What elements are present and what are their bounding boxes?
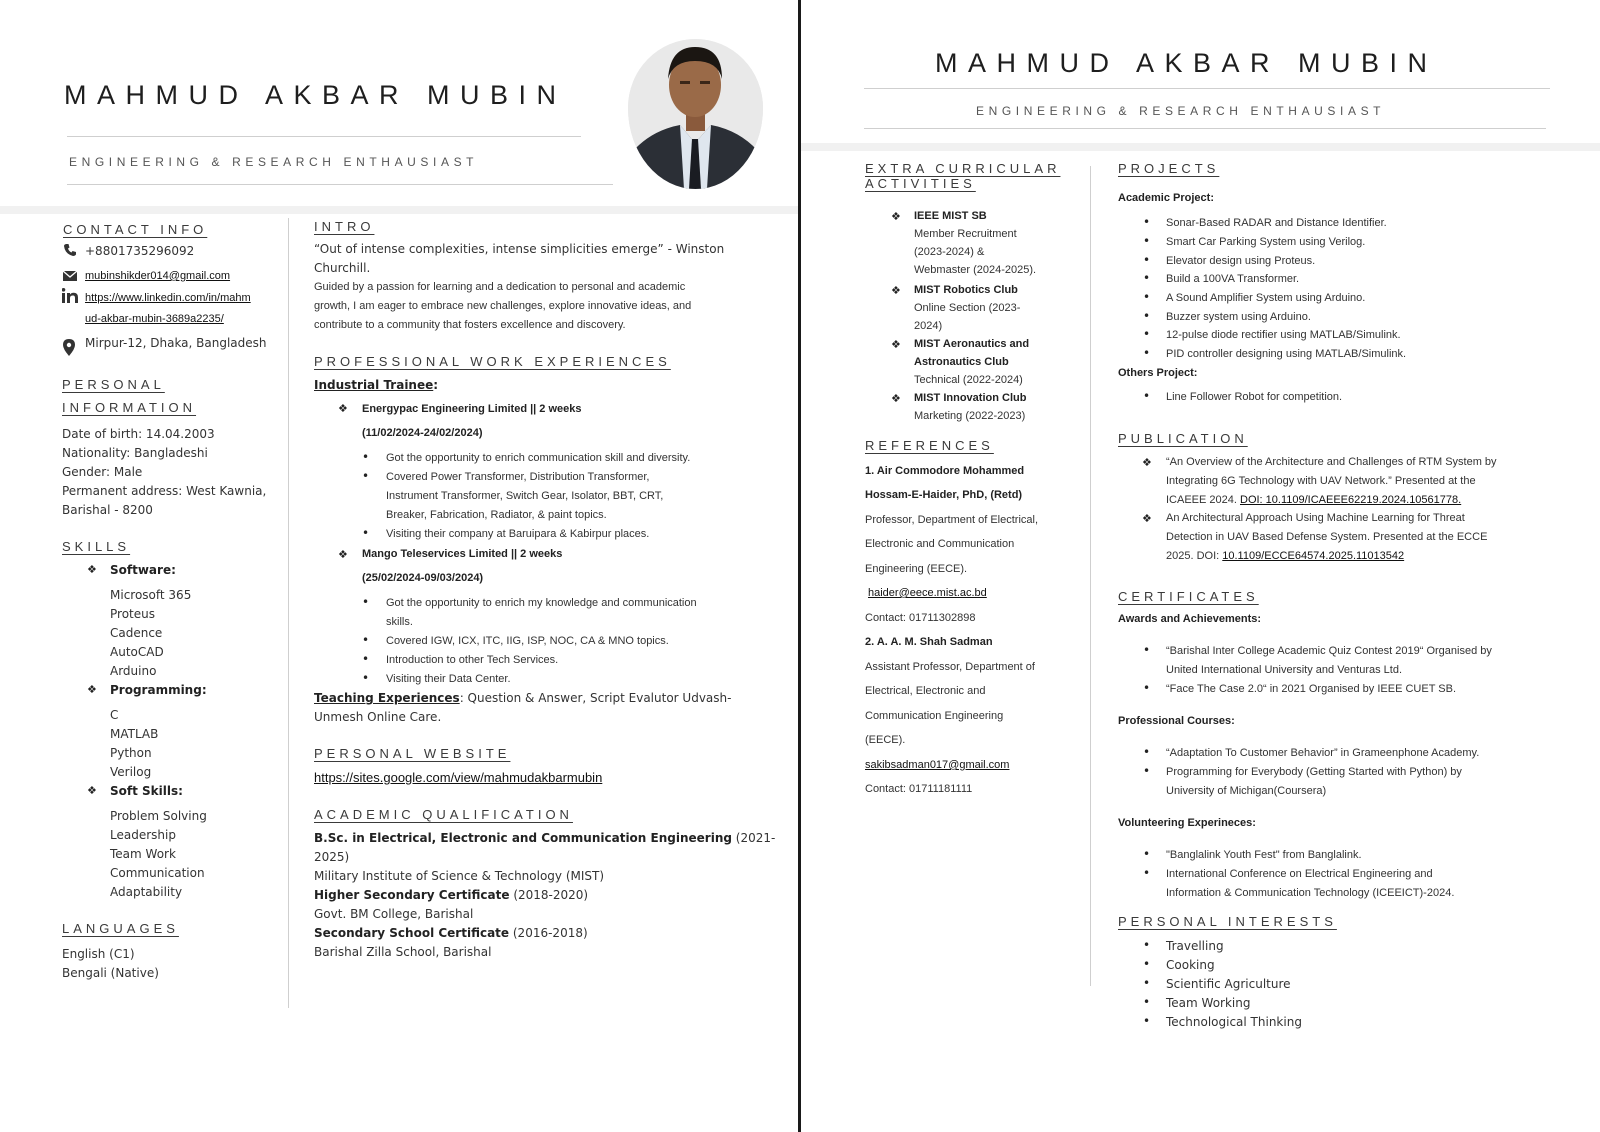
teaching-text: : Question & Answer, Script Evalutor Udvash- xyxy=(459,691,732,705)
interest-item: Scientific Agriculture xyxy=(1166,977,1291,991)
trainee-label-row xyxy=(314,376,438,395)
activity-detail: Webmaster (2024-2025). xyxy=(914,264,1037,276)
publication-line: Detection in UAV Based Defense System. Presented at the ECCE xyxy=(1166,531,1488,543)
job1-title: Energypac Engineering Limited || 2 weeks xyxy=(362,403,582,415)
diamond-bullet-icon: ❖ xyxy=(891,284,901,297)
intro-line: Guided by a passion for learning and a dedication to personal and academic xyxy=(314,281,686,293)
personal-heading-2: INFORMATION xyxy=(62,400,197,415)
ref2-name: 2. A. A. M. Shah Sadman xyxy=(865,636,993,648)
programming-label: Programming: xyxy=(110,683,207,697)
job2-bullet: Covered IGW, ICX, ITC, IIG, ISP, NOC, CA & MNO topics. xyxy=(386,635,669,647)
nationality: Nationality: Bangladeshi xyxy=(62,446,208,460)
divider xyxy=(67,136,581,137)
bullet-icon: • xyxy=(362,450,370,464)
award-item: “Face The Case 2.0“ in 2021 Organised by IEEE CUET SB. xyxy=(1166,683,1457,695)
language-item: English (C1) xyxy=(62,947,135,961)
diamond-bullet-icon: ❖ xyxy=(1142,456,1152,469)
bullet-icon: • xyxy=(1143,327,1151,341)
candidate-title: ENGINEERING & RESEARCH ENTHAUSIAST xyxy=(69,155,479,169)
bullet-icon: • xyxy=(1143,290,1151,304)
course-item: “Adaptation To Customer Behavior” in Grameenphone Academy. xyxy=(1166,747,1480,759)
ref1-detail: Engineering (EECE). xyxy=(865,563,968,575)
activity-title: MIST Robotics Club xyxy=(914,284,1018,296)
ref1-name: 1. Air Commodore Mohammed xyxy=(865,465,1025,477)
bullet-icon: • xyxy=(1143,346,1151,360)
email-icon xyxy=(63,271,77,281)
bullet-icon: • xyxy=(362,595,370,609)
phone-icon xyxy=(63,243,77,257)
skill-item: Cadence xyxy=(110,626,163,640)
bullet-icon: • xyxy=(1143,643,1151,657)
language-item: Bengali (Native) xyxy=(62,966,159,980)
ref1-name-continued: Hossam-E-Haider, PhD, (Retd) xyxy=(865,489,1023,501)
skill-item: AutoCAD xyxy=(110,645,164,659)
linkedin-icon xyxy=(62,288,78,303)
resume-page-1 xyxy=(0,0,798,1132)
location-pin-icon xyxy=(63,339,75,356)
publication-doi-row xyxy=(1166,491,1461,510)
volunteering-label: Volunteering Experineces: xyxy=(1118,817,1256,829)
extra-heading: EXTRA CURRICULAR xyxy=(865,161,1061,176)
soft-skills-label: Soft Skills: xyxy=(110,784,183,798)
diamond-bullet-icon: ❖ xyxy=(338,548,348,561)
ref1-contact: Contact: 01711302898 xyxy=(865,612,976,624)
diamond-bullet-icon: ❖ xyxy=(891,338,901,351)
ref2-contact: Contact: 01711181111 xyxy=(865,783,973,795)
candidate-name: MAHMUD AKBAR MUBIN xyxy=(935,48,1438,78)
bsc-title: B.Sc. in Electrical, Electronic and Communication Engineering xyxy=(314,831,732,845)
doi-link[interactable]: DOI: 10.1109/ICAEEE62219.2024.10561778. xyxy=(1240,494,1462,506)
job1-bullet: Got the opportunity to enrich communication skill and diversity. xyxy=(386,452,691,464)
bsc-institution: Military Institute of Science & Technology (MIST) xyxy=(314,869,605,883)
divider xyxy=(864,88,1550,89)
publication-line: “An Overview of the Architecture and Challenges of RTM System by xyxy=(1166,456,1497,468)
courses-label: Professional Courses: xyxy=(1118,715,1235,727)
publication-line: ICAEEE 2024. xyxy=(1166,494,1240,506)
header-band xyxy=(0,206,798,214)
column-divider xyxy=(288,218,289,1008)
interest-item: Cooking xyxy=(1166,958,1215,972)
diamond-bullet-icon: ❖ xyxy=(891,392,901,405)
languages-heading: LANGUAGES xyxy=(62,921,179,936)
interest-item: Technological Thinking xyxy=(1166,1015,1302,1029)
candidate-name: MAHMUD AKBAR MUBIN xyxy=(64,80,567,110)
references-heading: REFERENCES xyxy=(865,438,994,453)
publication-heading: PUBLICATION xyxy=(1118,431,1248,446)
bullet-icon: • xyxy=(362,633,370,647)
software-label: Software: xyxy=(110,563,176,577)
job1-bullet-continued: Instrument Transformer, Switch Gear, Isolator, BBT, CRT, xyxy=(386,490,664,502)
date-of-birth: Date of birth: 14.04.2003 xyxy=(62,427,215,441)
job2-bullet: Visiting their Data Center. xyxy=(386,673,511,685)
interest-item: Travelling xyxy=(1166,939,1224,953)
bullet-icon: • xyxy=(1143,764,1151,778)
teaching-text-continued: Unmesh Online Care. xyxy=(314,710,442,724)
course-item-continued: University of Michigan(Coursera) xyxy=(1166,785,1327,797)
certificates-heading: CERTIFICATES xyxy=(1118,589,1259,604)
interests-heading: PERSONAL INTERESTS xyxy=(1118,914,1337,929)
course-item: Programming for Everybody (Getting Started with Python) by xyxy=(1166,766,1462,778)
activity-detail: Online Section (2023- xyxy=(914,302,1021,314)
others-project-label: Others Project: xyxy=(1118,367,1198,379)
intro-line: Churchill. xyxy=(314,261,371,275)
skill-item: C xyxy=(110,708,119,722)
awards-label: Awards and Achievements: xyxy=(1118,613,1262,625)
bullet-icon: • xyxy=(362,469,370,483)
hsc-title: Higher Secondary Certificate xyxy=(314,888,510,902)
permanent-address: Permanent address: West Kawnia, xyxy=(62,484,267,498)
bsc-years-continued: 2025) xyxy=(314,850,350,864)
bullet-icon: • xyxy=(1143,253,1151,267)
teaching-label: Teaching Experiences xyxy=(314,691,460,705)
diamond-bullet-icon: ❖ xyxy=(338,402,348,415)
award-item-continued: United International University and Venturas Ltd. xyxy=(1166,664,1403,676)
publication-line: An Architectural Approach Using Machine Learning for Threat xyxy=(1166,512,1465,524)
ref1-detail: Electronic and Communication xyxy=(865,538,1015,550)
projects-heading: PROJECTS xyxy=(1118,161,1220,176)
ref2-detail: (EECE). xyxy=(865,734,906,746)
skill-item: Problem Solving xyxy=(110,809,207,823)
award-item: “Barishal Inter College Academic Quiz Contest 2019“ Organised by xyxy=(1166,645,1492,657)
website-link[interactable]: https://sites.google.com/view/mahmudakbarmubin xyxy=(314,770,603,785)
diamond-bullet-icon: ❖ xyxy=(891,210,901,223)
hsc-institution: Govt. BM College, Barishal xyxy=(314,907,474,921)
project-item: A Sound Amplifier System using Arduino. xyxy=(1166,292,1366,304)
academic-project-label: Academic Project: xyxy=(1118,192,1214,204)
skill-item: Python xyxy=(110,746,152,760)
job2-bullet-continued: skills. xyxy=(386,616,413,628)
job2-bullet: Got the opportunity to enrich my knowledge and communication xyxy=(386,597,697,609)
job2-title: Mango Teleservices Limited || 2 weeks xyxy=(362,548,563,560)
job1-dates: (11/02/2024-24/02/2024) xyxy=(362,427,483,439)
candidate-title: ENGINEERING & RESEARCH ENTHAUSIAST xyxy=(976,104,1386,118)
bullet-icon: • xyxy=(1143,957,1151,971)
ref2-detail: Assistant Professor, Department of xyxy=(865,661,1035,673)
diamond-bullet-icon: ❖ xyxy=(87,683,97,696)
skill-item: Arduino xyxy=(110,664,157,678)
ssc-title: Secondary School Certificate xyxy=(314,926,510,940)
skill-item: Verilog xyxy=(110,765,152,779)
bullet-icon: • xyxy=(362,652,370,666)
interest-item: Team Working xyxy=(1166,996,1251,1010)
activity-title: MIST Innovation Club xyxy=(914,392,1027,404)
bsc-row xyxy=(314,829,775,848)
bullet-icon: • xyxy=(362,526,370,540)
gender: Gender: Male xyxy=(62,465,143,479)
bullet-icon: • xyxy=(1143,745,1151,759)
profile-photo xyxy=(628,39,763,189)
ref2-detail: Communication Engineering xyxy=(865,710,1004,722)
activity-detail: Marketing (2022-2023) xyxy=(914,410,1026,422)
linkedin-link-continued[interactable]: ud-akbar-mubin-3689a2235/ xyxy=(85,313,224,325)
personal-heading: PERSONAL xyxy=(62,377,165,392)
diamond-bullet-icon: ❖ xyxy=(1142,512,1152,525)
activity-detail: Technical (2022-2024) xyxy=(914,374,1023,386)
project-item: Elevator design using Proteus. xyxy=(1166,255,1316,267)
volunteering-item: International Conference on Electrical Engineering and xyxy=(1166,868,1433,880)
bullet-icon: • xyxy=(1143,215,1151,229)
bullet-icon: • xyxy=(1143,309,1151,323)
ssc-institution: Barishal Zilla School, Barishal xyxy=(314,945,492,959)
bsc-years: (2021- xyxy=(731,831,776,845)
resume-page-2 xyxy=(801,0,1600,1132)
project-item: Sonar-Based RADAR and Distance Identifier. xyxy=(1166,217,1387,229)
bullet-icon: • xyxy=(1143,1014,1151,1028)
ref2-detail: Electrical, Electronic and xyxy=(865,685,986,697)
volunteering-item-continued: Information & Communication Technology (ICEEICT)-2024. xyxy=(1166,887,1455,899)
bullet-icon: • xyxy=(1143,847,1151,861)
volunteering-item: "Banglalink Youth Fest" from Banglalink. xyxy=(1166,849,1362,861)
work-heading: PROFESSIONAL WORK EXPERIENCES xyxy=(314,354,671,369)
bullet-icon: • xyxy=(1143,271,1151,285)
website-heading: PERSONAL WEBSITE xyxy=(314,746,511,761)
email-link[interactable]: mubinshikder014@gmail.com xyxy=(85,270,231,282)
project-item: Line Follower Robot for competition. xyxy=(1166,391,1343,403)
activity-title: IEEE MIST SB xyxy=(914,210,987,222)
publication-doi-row xyxy=(1166,547,1404,566)
skill-item: Team Work xyxy=(110,847,176,861)
ref2-email-link[interactable]: sakibsadman017@gmail.com xyxy=(865,759,1010,771)
job1-bullet-continued: Breaker, Fabrication, Radiator, & paint topics. xyxy=(386,509,607,521)
publication-line: 2025. DOI: xyxy=(1166,550,1223,562)
project-item: Build a 100VA Transformer. xyxy=(1166,273,1300,285)
intro-line: contribute to a community that fosters excellence and discovery. xyxy=(314,319,626,331)
bullet-icon: • xyxy=(1143,389,1151,403)
job2-dates: (25/02/2024-09/03/2024) xyxy=(362,572,484,584)
skill-item: Adaptability xyxy=(110,885,183,899)
bullet-icon: • xyxy=(1143,681,1151,695)
bullet-icon: • xyxy=(362,671,370,685)
divider xyxy=(67,184,613,185)
project-item: PID controller designing using MATLAB/Simulink. xyxy=(1166,348,1407,360)
activity-detail: Member Recruitment xyxy=(914,228,1017,240)
activity-title-continued: Astronautics Club xyxy=(914,356,1009,368)
hsc-row xyxy=(314,886,588,905)
activity-detail: 2024) xyxy=(914,320,943,332)
bullet-icon: • xyxy=(1143,234,1151,248)
divider xyxy=(864,128,1546,129)
ssc-years: (2016-2018) xyxy=(509,926,588,940)
ref1-detail: Professor, Department of Electrical, xyxy=(865,514,1039,526)
job2-bullet: Introduction to other Tech Services. xyxy=(386,654,559,666)
bullet-icon: • xyxy=(1143,866,1151,880)
activity-title: MIST Aeronautics and xyxy=(914,338,1030,350)
colon: : xyxy=(433,378,439,392)
teaching-row xyxy=(314,689,731,708)
hsc-years: (2018-2020) xyxy=(509,888,589,902)
bullet-icon: • xyxy=(1143,995,1151,1009)
bullet-icon: • xyxy=(1143,976,1151,990)
skill-item: Leadership xyxy=(110,828,176,842)
skill-item: MATLAB xyxy=(110,727,159,741)
project-item: Buzzer system using Arduino. xyxy=(1166,311,1311,323)
contact-heading: CONTACT INFO xyxy=(63,222,208,237)
column-divider xyxy=(1090,166,1091,986)
intro-line: growth, I am eager to embrace new challenges, explore innovative ideas, and xyxy=(314,300,692,312)
industrial-trainee-label: Industrial Trainee xyxy=(314,378,434,392)
header-band xyxy=(801,143,1600,151)
intro-line: “Out of intense complexities, intense simplicities emerge” - Winston xyxy=(314,242,725,256)
project-item: Smart Car Parking System using Verilog. xyxy=(1166,236,1366,248)
diamond-bullet-icon: ❖ xyxy=(87,784,97,797)
ref1-email-link[interactable]: haider@eece.mist.ac.bd xyxy=(868,587,987,599)
bullet-icon: • xyxy=(1143,938,1151,952)
skill-item: Proteus xyxy=(110,607,155,621)
permanent-address-continued: Barishal - 8200 xyxy=(62,503,153,517)
ssc-row xyxy=(314,924,588,943)
publication-line: Integrating 6G Technology with UAV Network.” Presented at the xyxy=(1166,475,1476,487)
job1-bullet: Visiting their company at Baruipara & Kabirpur places. xyxy=(386,528,650,540)
job1-bullet: Covered Power Transformer, Distribution Transformer, xyxy=(386,471,650,483)
linkedin-link[interactable]: https://www.linkedin.com/in/mahm xyxy=(85,292,251,304)
skill-item: Communication xyxy=(110,866,205,880)
intro-heading: INTRO xyxy=(314,219,375,234)
skill-item: Microsoft 365 xyxy=(110,588,192,602)
project-item: 12-pulse diode rectifier using MATLAB/Simulink. xyxy=(1166,329,1401,341)
doi-link[interactable]: 10.1109/ECCE64574.2025.11013542 xyxy=(1222,550,1405,562)
skills-heading: SKILLS xyxy=(62,539,131,554)
extra-heading-2: ACTIVITIES xyxy=(865,176,976,191)
diamond-bullet-icon: ❖ xyxy=(87,563,97,576)
academic-heading: ACADEMIC QUALIFICATION xyxy=(314,807,573,822)
phone-number[interactable]: +8801735296092 xyxy=(85,244,195,258)
address: Mirpur-12, Dhaka, Bangladesh xyxy=(85,336,267,350)
activity-detail: (2023-2024) & xyxy=(914,246,985,258)
